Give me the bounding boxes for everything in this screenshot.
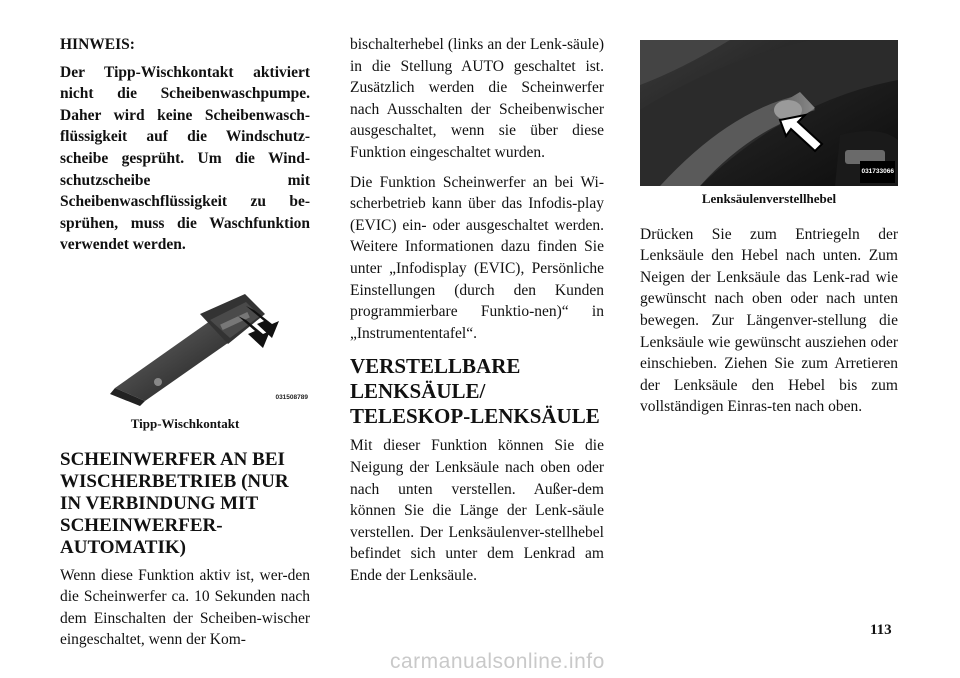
section-text-wiper-headlights: Wenn diese Funktion aktiv ist, wer-den die Scheinwerfer ca. 10 Sekunden nach dem Einschalten der Scheiben-wischer eingeschaltet, wenn der Kom- <box>60 566 310 649</box>
figure-steering-lever <box>640 40 898 186</box>
paragraph-auto-headlights: bischalterhebel (links an der Lenk-säule) in die Stellung AUTO geschaltet ist. Zusätzlich werden die Scheinwerfer nach Ausschalten der Scheibenwischer ausgeschaltet, wenn sie über diese Funktion eingeschaltet wurden. <box>350 36 604 161</box>
paragraph-evic: Die Funktion Scheinwerfer an bei Wi-scherbetrieb kann über das Infodis-play (EVIC) ein- oder ausgeschaltet werden. Weitere Informationen dazu finden Sie unter „Infodisplay (EVIC), Persönliche Einstellungen (durch den Kunden programmierbare Funktio-nen)“ in „Instrumententafel“. <box>350 173 604 342</box>
note-text: Der Tipp-Wischkontakt aktiviert nicht die Scheibenwaschpumpe. Daher wird keine Scheibenwasch-flüssigkeit auf die Windschutz-scheibe gesprüht. Um die Wind-schutzscheibe mit Scheibenwaschflüssigkeit zu be-sprühen, muss die Waschfunktion verwendet werden. <box>60 63 310 254</box>
paragraph-steering-adjust: Drücken Sie zum Entriegeln der Lenksäule den Hebel nach unten. Zum Neigen der Lenksäule das Lenk-rad wie gewünscht nach oben oder nach unten bewegen. Zur Längenver-stellung die Lenksäule wie gewünscht ausziehen oder einschieben. Ziehen Sie zum Arretieren der Lenksäule den Hebel bis zum vollständigen Einras-ten nach oben. <box>640 225 898 416</box>
steering-lever-photo <box>640 40 898 186</box>
middle-column <box>350 34 604 594</box>
section-text-steering-column: Mit dieser Funktion können Sie die Neigung der Lenksäule nach oben oder nach unten verstellen. Außer-dem können Sie die Länge der Lenk-säule verstellen. Der Lenksäulenver-stellhebel befindet sich unter dem Lenkrad am Ende der Lenksäule. <box>350 437 604 584</box>
section-heading-steering-column: VERSTELLBARE LENKSÄULE/ TELESKOP-LENKSÄULE <box>350 354 600 429</box>
figure-wiper-switch <box>60 276 310 411</box>
figure-caption: Tipp-Wischkontakt <box>130 415 240 431</box>
figure-code: 031733066 <box>860 161 895 183</box>
figure-code: 031508789 <box>275 394 308 402</box>
left-column <box>60 34 310 659</box>
section-heading-wiper-headlights: SCHEINWERFER AN BEI WISCHERBETRIEB (NUR IN VERBINDUNG MIT SCHEINWERFER-AUTOMATIK) <box>60 448 289 558</box>
note-heading: HINWEIS: <box>60 36 135 53</box>
watermark: carmanualsonline.info <box>390 650 605 673</box>
page-number: 113 <box>870 622 892 638</box>
wiper-switch-illustration <box>60 276 310 411</box>
right-column <box>640 40 898 426</box>
figure-caption: Lenksäulenverstellhebel <box>701 191 837 206</box>
